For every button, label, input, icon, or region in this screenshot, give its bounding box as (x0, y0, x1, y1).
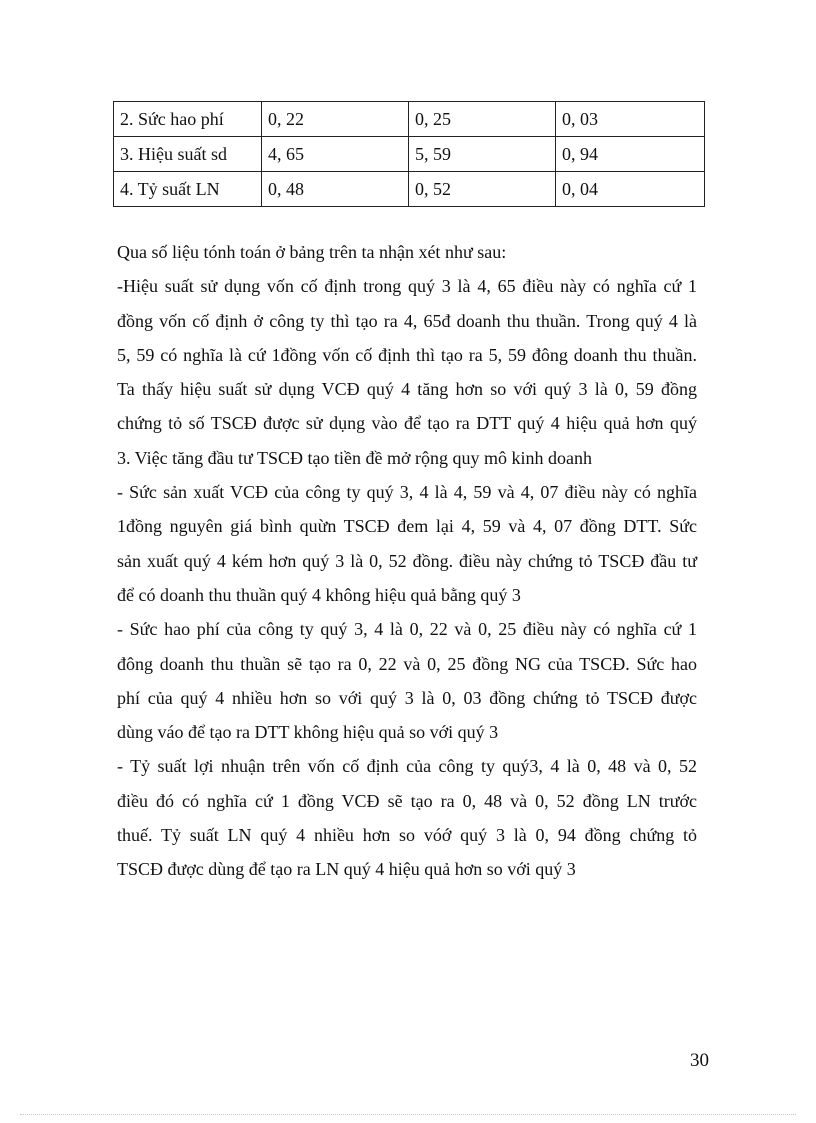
text-line: 5, 59 có nghĩa là cứ 1đồng vốn cố định thì tạo ra 5, 59 đông doanh thu thuần. (117, 344, 697, 365)
table-cell-indicator: 2. Sức hao phí (114, 102, 262, 137)
table-cell-quarter-3: 0, 48 (262, 172, 409, 207)
table-cell-difference: 0, 03 (556, 102, 705, 137)
text-line: thuế. Tỷ suất LN quý 4 nhiều hơn so vóớ quý 3 là 0, 94 đồng chứng tỏ (117, 825, 697, 846)
text-line: Qua số liệu tónh toán ở bảng trên ta nhận xét như sau: (117, 242, 507, 262)
table-cell-indicator: 4. Tỷ suất LN (114, 172, 262, 207)
text-line: 3. Việc tăng đầu tư TSCĐ tạo tiền đề mở rộng quy mô kinh doanh (117, 447, 592, 468)
table-row (114, 137, 705, 172)
text-line: chứng tỏ số TSCĐ được sử dụng vào để tạo ra DTT quý 4 hiệu quả hơn quý (117, 413, 697, 434)
text-line: TSCĐ được dùng để tạo ra LN quý 4 hiệu quả hơn so với quý 3 (117, 859, 576, 880)
text-line: đồng vốn cố định ở công ty thì tạo ra 4, 65đ doanh thu thuần. Trong quý 4 là (117, 310, 697, 331)
table-cell-quarter-4: 5, 59 (409, 137, 556, 172)
table-cell-quarter-4: 0, 52 (409, 172, 556, 207)
page-number: 30 (690, 1050, 709, 1071)
table-cell-indicator: 3. Hiệu suất sd (114, 137, 262, 172)
analysis-text (117, 235, 697, 887)
text-line: đông doanh thu thuần sẽ tạo ra 0, 22 và 0, 25 đồng NG của TSCĐ. Sức hao (117, 653, 697, 674)
table-row (114, 102, 705, 137)
text-line: -Hiệu suất sử dụng vốn cố định trong quý 3 là 4, 65 điều này có nghĩa cứ 1 (117, 276, 697, 297)
table-cell-quarter-4: 0, 25 (409, 102, 556, 137)
text-line: dùng váo để tạo ra DTT không hiệu quả so với quý 3 (117, 722, 499, 743)
page-bottom-divider (20, 1114, 796, 1115)
indicator-table (113, 101, 705, 207)
text-line: 1đồng nguyên giá bình quừn TSCĐ đem lại 4, 59 và 4, 07 đồng DTT. Sức (117, 516, 697, 537)
table-cell-difference: 0, 04 (556, 172, 705, 207)
text-line: - Sức sản xuất VCĐ của công ty quý 3, 4 là 4, 59 và 4, 07 điều này có nghĩa (117, 482, 697, 503)
table-cell-quarter-3: 0, 22 (262, 102, 409, 137)
table-row (114, 172, 705, 207)
table-cell-quarter-3: 4, 65 (262, 137, 409, 172)
text-line: sản xuất quý 4 kém hơn quý 3 là 0, 52 đồng. điều này chứng tỏ TSCĐ đầu tư (117, 550, 697, 571)
text-line: - Sức hao phí của công ty quý 3, 4 là 0, 22 và 0, 25 điều này có nghĩa cứ 1 (117, 619, 697, 640)
table-cell-difference: 0, 94 (556, 137, 705, 172)
text-line: - Tỷ suất lợi nhuận trên vốn cố định của công ty quý3, 4 là 0, 48 và 0, 52 (117, 756, 697, 777)
text-line: phí của quý 4 nhiều hơn so với quý 3 là 0, 03 đồng chứng tỏ TSCĐ được (117, 687, 697, 708)
text-line: điều đó có nghĩa cứ 1 đồng VCĐ sẽ tạo ra 0, 48 và 0, 52 đồng LN trước (117, 790, 697, 811)
text-line: Ta thấy hiệu suất sử dụng VCĐ quý 4 tăng hơn so với quý 3 là 0, 59 đồng (117, 379, 697, 400)
text-line: để có doanh thu thuần quý 4 không hiệu quả bằng quý 3 (117, 584, 521, 605)
